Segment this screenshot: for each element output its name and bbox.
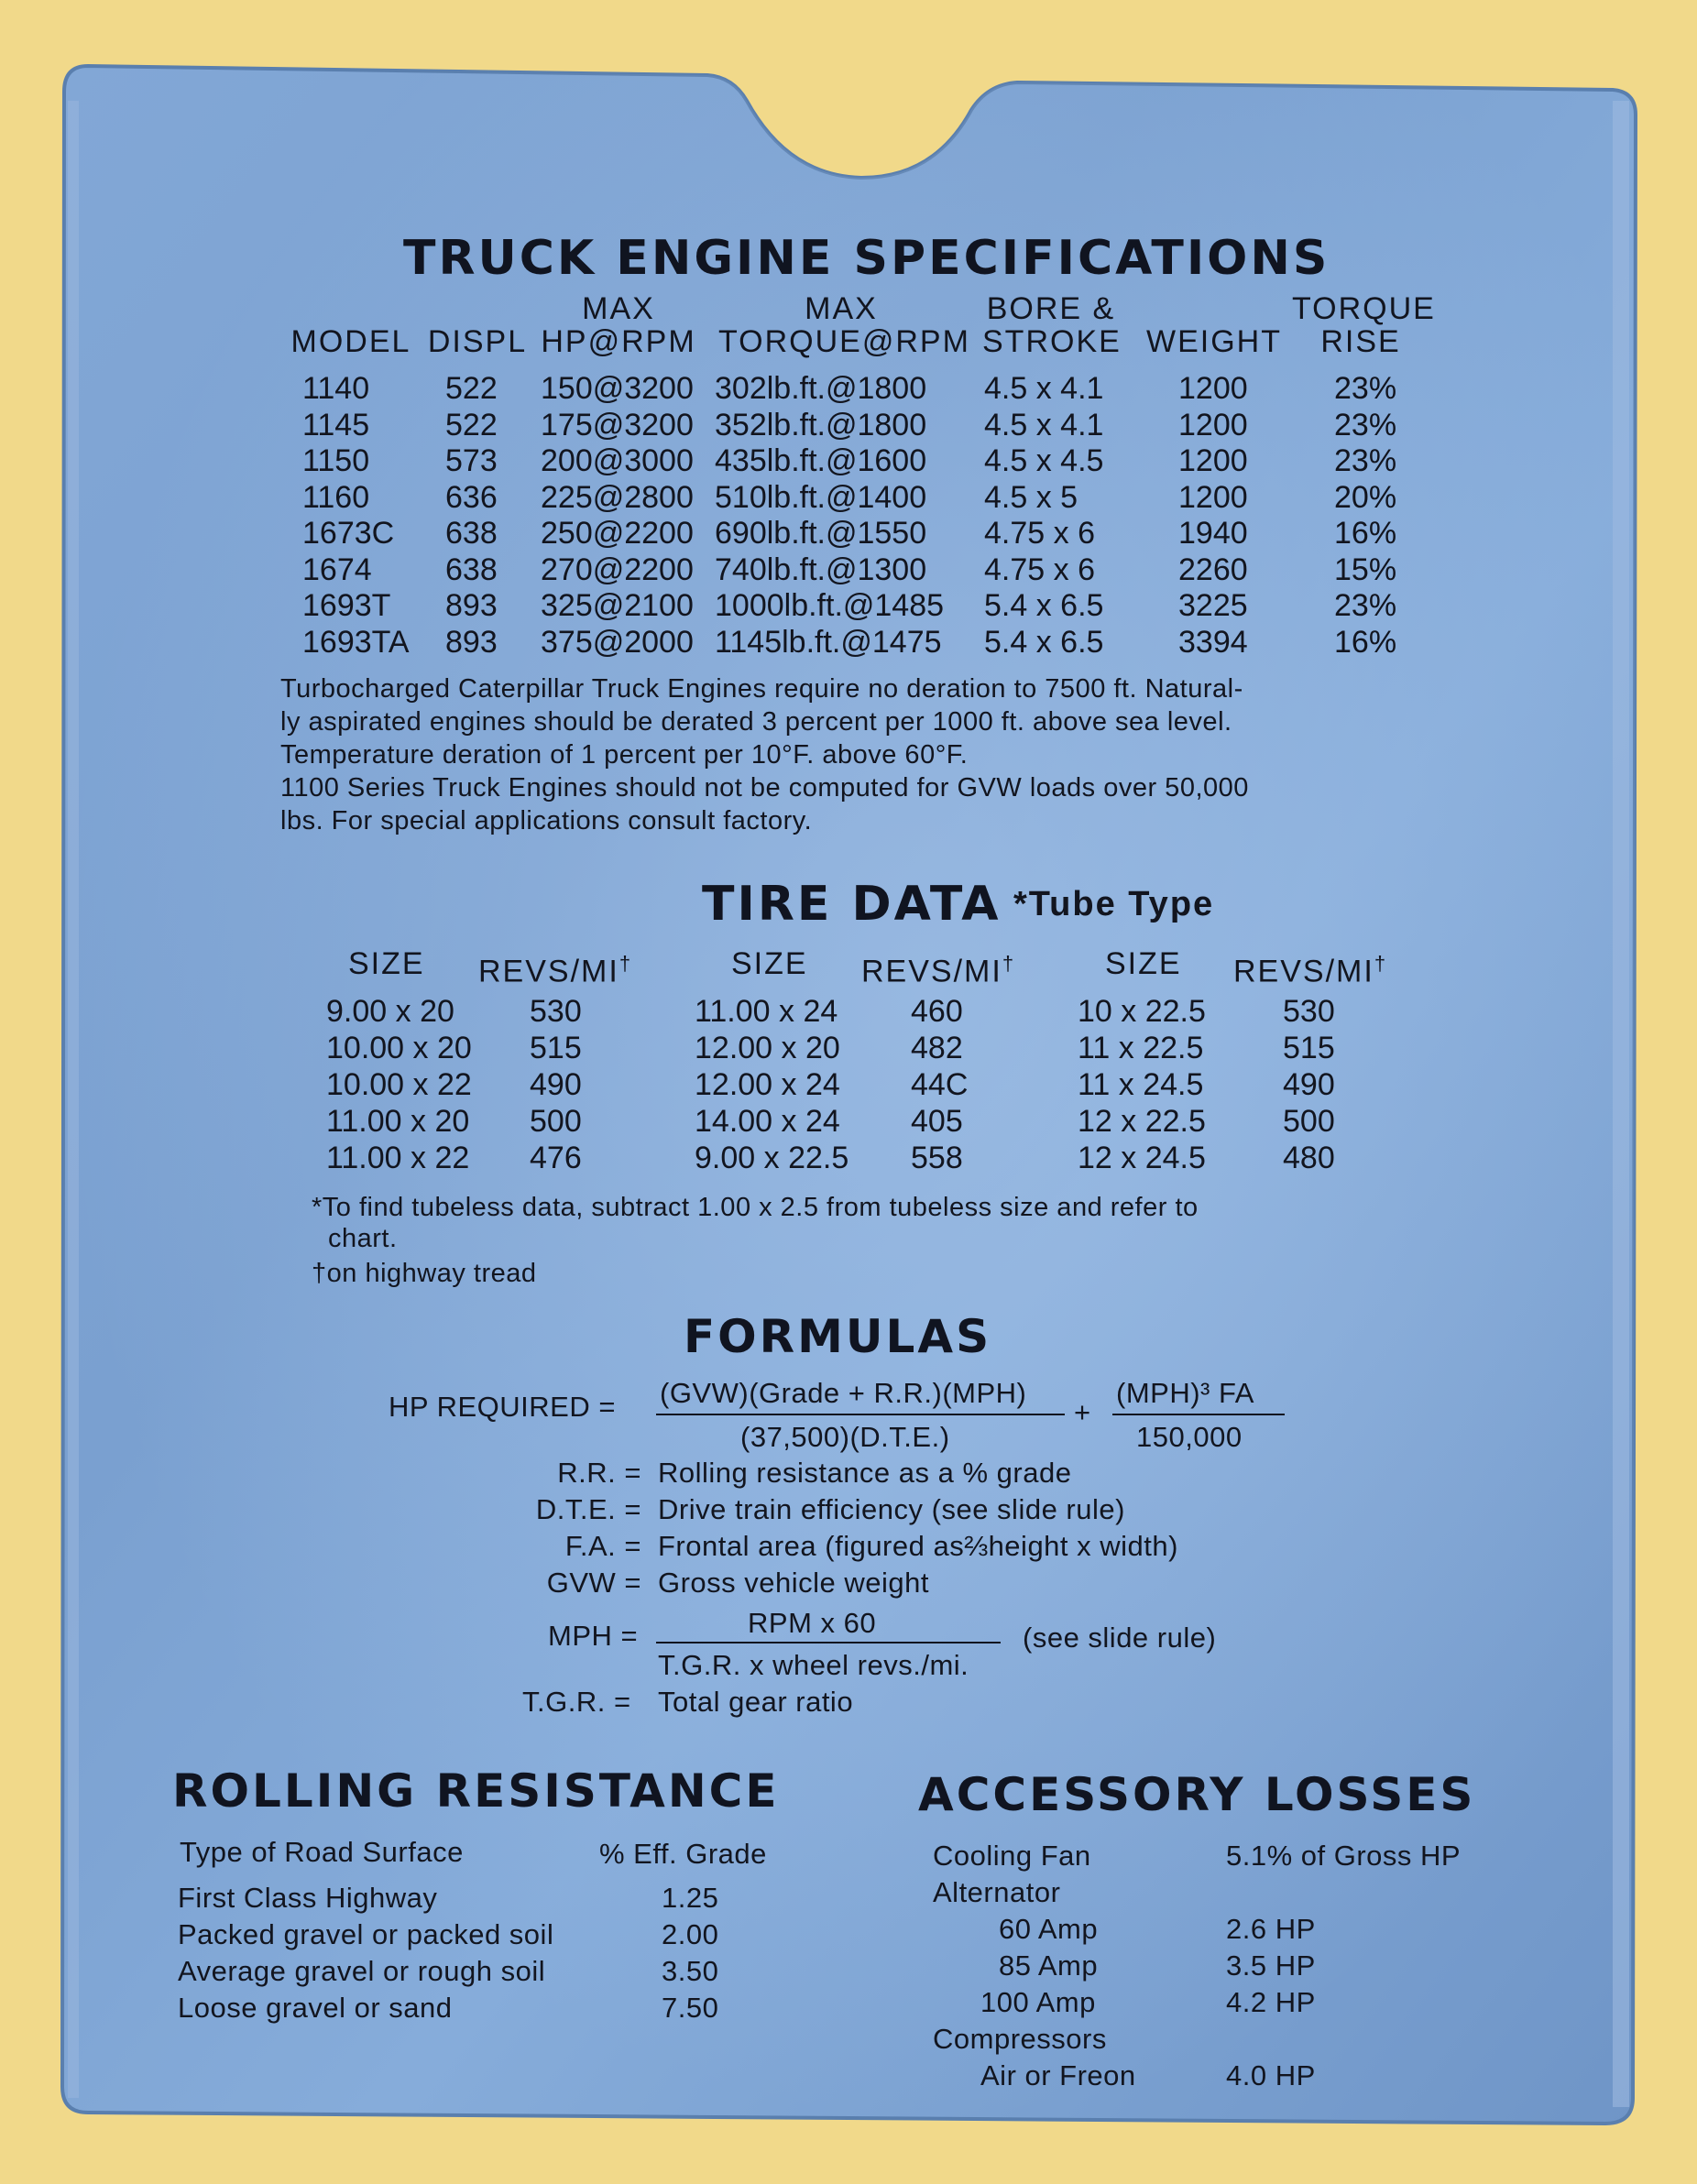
engine-cell-r0-c3: 302lb.ft.@1800 xyxy=(715,371,927,406)
engine-cell-r2-c3: 435lb.ft.@1600 xyxy=(715,443,927,478)
hp-numerator-1: (GVW)(Grade + R.R.)(MPH) xyxy=(660,1377,1027,1409)
tire-size: 10 x 22.5 xyxy=(1078,994,1206,1029)
engine-cell-r6-c5: 3225 xyxy=(1178,588,1248,623)
accessory-value: 3.5 HP xyxy=(1226,1949,1316,1982)
tire-col-revs xyxy=(861,945,1015,989)
engine-cell-r6-c4: 5.4 x 6.5 xyxy=(984,588,1104,623)
tire-title: TIRE DATA xyxy=(702,877,1002,932)
tire-revs: 44C xyxy=(911,1067,969,1102)
tire-col-size: SIZE xyxy=(731,946,808,981)
engine-header-6-top: TORQUE xyxy=(1292,291,1436,326)
plus-sign: + xyxy=(1074,1396,1091,1428)
tire-col-size: SIZE xyxy=(348,946,425,981)
mph-label: MPH = xyxy=(548,1620,639,1652)
rolling-col-grade: % Eff. Grade xyxy=(599,1838,767,1870)
tire-size: 11.00 x 22 xyxy=(326,1141,470,1175)
tgr-desc: Total gear ratio xyxy=(658,1686,854,1718)
engine-cell-r6-c0: 1693T xyxy=(302,588,391,623)
rolling-grade: 2.00 xyxy=(662,1918,719,1950)
engine-note-line: Turbocharged Caterpillar Truck Engines require no deration to 7500 ft. Natural- xyxy=(280,674,1243,704)
engine-cell-r0-c6: 23% xyxy=(1334,371,1397,406)
engine-cell-r3-c3: 510lb.ft.@1400 xyxy=(715,479,927,515)
engine-cell-r0-c2: 150@3200 xyxy=(541,371,694,406)
engine-header-4-bottom: STROKE xyxy=(982,324,1122,359)
accessory-item: 100 Amp xyxy=(980,1986,1096,2018)
engine-cell-r0-c5: 1200 xyxy=(1178,371,1248,406)
tire-note-line: *To find tubeless data, subtract 1.00 x 2.5 from tubeless size and refer to xyxy=(312,1193,1199,1222)
tgr-term: T.G.R. = xyxy=(522,1686,631,1718)
tire-note-line: chart. xyxy=(328,1224,398,1253)
tire-size: 12.00 x 24 xyxy=(695,1067,840,1102)
engine-cell-r6-c3: 1000lb.ft.@1485 xyxy=(715,588,945,623)
tire-size: 12 x 22.5 xyxy=(1078,1104,1206,1139)
tire-size: 10.00 x 20 xyxy=(326,1031,472,1065)
engine-cell-r3-c5: 1200 xyxy=(1178,479,1248,515)
mph-numerator: RPM x 60 xyxy=(748,1607,877,1639)
tire-revs: 460 xyxy=(911,994,963,1029)
dagger-mark: † xyxy=(619,952,633,975)
formula-term: R.R. = xyxy=(557,1457,641,1489)
tire-size: 12 x 24.5 xyxy=(1078,1141,1206,1175)
hp-denominator-2: 150,000 xyxy=(1136,1421,1243,1453)
formula-term: F.A. = xyxy=(564,1530,641,1562)
engine-cell-r5-c6: 15% xyxy=(1334,551,1397,587)
engine-cell-r5-c1: 638 xyxy=(445,551,498,587)
tire-col-revs-label: REVS/MI xyxy=(861,954,1002,989)
tire-revs: 405 xyxy=(911,1104,963,1139)
engine-note-line: lbs. For special applications consult factory. xyxy=(280,806,813,835)
rolling-col-surface: Type of Road Surface xyxy=(180,1836,464,1868)
engine-header-6-bottom: RISE xyxy=(1320,324,1401,359)
engine-cell-r2-c0: 1150 xyxy=(302,443,370,478)
hp-numerator-2: (MPH)³ FA xyxy=(1116,1377,1254,1409)
engine-cell-r0-c4: 4.5 x 4.1 xyxy=(984,371,1104,406)
engine-cell-r5-c3: 740lb.ft.@1300 xyxy=(715,551,927,587)
engine-cell-r6-c1: 893 xyxy=(445,588,498,623)
tire-note-line: †on highway tread xyxy=(312,1259,537,1288)
engine-cell-r6-c2: 325@2100 xyxy=(541,588,694,623)
accessory-value: 4.2 HP xyxy=(1226,1986,1316,2018)
engine-cell-r2-c6: 23% xyxy=(1334,443,1397,478)
dagger-mark: † xyxy=(1374,952,1388,975)
engine-header-5-bottom: WEIGHT xyxy=(1146,324,1282,359)
tire-size: 11 x 24.5 xyxy=(1078,1067,1204,1102)
engine-cell-r2-c5: 1200 xyxy=(1178,443,1248,478)
formula-desc: Frontal area (figured as⅔height x width) xyxy=(658,1530,1178,1562)
engine-cell-r4-c3: 690lb.ft.@1550 xyxy=(715,516,927,551)
engine-header-3-top: MAX xyxy=(805,291,878,326)
tire-revs: 482 xyxy=(911,1031,963,1065)
engine-cell-r4-c1: 638 xyxy=(445,516,498,551)
tire-revs: 515 xyxy=(1283,1031,1335,1065)
tire-size: 10.00 x 22 xyxy=(326,1067,472,1102)
accessory-value: 2.6 HP xyxy=(1226,1913,1316,1945)
tire-col-revs xyxy=(1233,945,1387,989)
engine-cell-r7-c4: 5.4 x 6.5 xyxy=(984,624,1104,660)
rolling-surface: Packed gravel or packed soil xyxy=(178,1918,554,1950)
tire-revs: 530 xyxy=(530,994,582,1029)
engine-cell-r0-c1: 522 xyxy=(445,371,498,406)
tire-revs: 490 xyxy=(530,1067,582,1102)
accessory-value: 4.0 HP xyxy=(1226,2059,1316,2091)
engine-cell-r4-c0: 1673C xyxy=(302,516,395,551)
rolling-title: ROLLING RESISTANCE xyxy=(172,1764,780,1818)
engine-cell-r1-c4: 4.5 x 4.1 xyxy=(984,407,1104,442)
tire-revs: 490 xyxy=(1283,1067,1335,1102)
engine-cell-r3-c6: 20% xyxy=(1334,479,1397,515)
tire-col-revs-label: REVS/MI xyxy=(1233,954,1374,989)
tire-revs: 500 xyxy=(1283,1104,1335,1139)
engine-cell-r1-c0: 1145 xyxy=(302,407,370,442)
engine-cell-r3-c4: 4.5 x 5 xyxy=(984,479,1078,515)
engine-cell-r1-c5: 1200 xyxy=(1178,407,1248,442)
engine-cell-r4-c2: 250@2200 xyxy=(541,516,694,551)
engine-cell-r1-c2: 175@3200 xyxy=(541,407,694,442)
engine-cell-r3-c0: 1160 xyxy=(302,479,370,515)
tire-size: 14.00 x 24 xyxy=(695,1104,840,1139)
engine-note-line: ly aspirated engines should be derated 3 percent per 1000 ft. above sea level. xyxy=(280,707,1232,737)
engine-header-2-top: MAX xyxy=(582,291,655,326)
formula-term: GVW = xyxy=(546,1567,641,1599)
engine-cell-r3-c2: 225@2800 xyxy=(541,479,694,515)
dagger-mark: † xyxy=(1002,952,1016,975)
engine-cell-r5-c5: 2260 xyxy=(1178,551,1248,587)
accessory-item: Air or Freon xyxy=(980,2059,1136,2091)
rolling-surface: First Class Highway xyxy=(178,1882,438,1914)
tire-revs: 500 xyxy=(530,1104,582,1139)
tire-subtitle: *Tube Type xyxy=(1013,885,1215,923)
formula-desc: Gross vehicle weight xyxy=(658,1567,930,1599)
rolling-surface: Loose gravel or sand xyxy=(178,1992,453,2024)
tire-size: 12.00 x 20 xyxy=(695,1031,840,1065)
engine-cell-r6-c6: 23% xyxy=(1334,588,1397,623)
tire-revs: 515 xyxy=(530,1031,582,1065)
engine-header-3-bottom: TORQUE@RPM xyxy=(718,324,970,359)
engine-header-2-bottom: HP@RPM xyxy=(541,324,696,359)
engine-cell-r2-c4: 4.5 x 4.5 xyxy=(984,443,1104,478)
engine-title: TRUCK ENGINE SPECIFICATIONS xyxy=(403,231,1330,286)
engine-cell-r5-c4: 4.75 x 6 xyxy=(984,551,1095,587)
tire-revs: 530 xyxy=(1283,994,1335,1029)
engine-header-4-top: BORE & xyxy=(986,291,1116,326)
accessory-item: Cooling Fan xyxy=(933,1840,1091,1872)
accessory-title: ACCESSORY LOSSES xyxy=(918,1768,1476,1821)
engine-cell-r7-c5: 3394 xyxy=(1178,624,1248,660)
rolling-grade: 1.25 xyxy=(662,1882,719,1914)
engine-cell-r4-c6: 16% xyxy=(1334,516,1397,551)
tire-col-revs xyxy=(478,945,632,989)
engine-note-line: Temperature deration of 1 percent per 10°F. above 60°F. xyxy=(280,740,969,770)
engine-cell-r5-c2: 270@2200 xyxy=(541,551,694,587)
tire-size: 11.00 x 24 xyxy=(695,994,838,1029)
accessory-item: Alternator xyxy=(933,1876,1061,1908)
tire-revs: 480 xyxy=(1283,1141,1335,1175)
fraction-bar-2 xyxy=(1112,1414,1285,1415)
mph-note: (see slide rule) xyxy=(1023,1622,1217,1654)
hp-denominator-1: (37,500)(D.T.E.) xyxy=(740,1421,950,1453)
tire-size: 11.00 x 20 xyxy=(326,1104,470,1139)
engine-cell-r3-c1: 636 xyxy=(445,479,498,515)
engine-cell-r7-c3: 1145lb.ft.@1475 xyxy=(715,624,942,660)
formula-desc: Drive train efficiency (see slide rule) xyxy=(658,1493,1125,1525)
fraction-bar-mph xyxy=(656,1642,1001,1643)
engine-header-1-bottom: DISPL xyxy=(427,324,528,359)
engine-cell-r2-c2: 200@3000 xyxy=(541,443,694,478)
engine-cell-r7-c2: 375@2000 xyxy=(541,624,694,660)
formula-desc: Rolling resistance as a % grade xyxy=(658,1457,1072,1489)
engine-cell-r4-c4: 4.75 x 6 xyxy=(984,516,1095,551)
engine-cell-r5-c0: 1674 xyxy=(302,551,372,587)
hp-required-label: HP REQUIRED = xyxy=(389,1391,616,1423)
engine-cell-r7-c1: 893 xyxy=(445,624,498,660)
accessory-item: 60 Amp xyxy=(999,1913,1099,1945)
tire-size: 11 x 22.5 xyxy=(1078,1031,1204,1065)
engine-cell-r1-c6: 23% xyxy=(1334,407,1397,442)
accessory-item: Compressors xyxy=(933,2023,1107,2055)
rolling-surface: Average gravel or rough soil xyxy=(178,1955,546,1987)
engine-cell-r1-c3: 352lb.ft.@1800 xyxy=(715,407,927,442)
engine-cell-r7-c0: 1693TA xyxy=(302,624,410,660)
tire-col-revs-label: REVS/MI xyxy=(478,954,619,989)
tire-revs: 476 xyxy=(530,1141,582,1175)
tire-col-size: SIZE xyxy=(1105,946,1182,981)
engine-note-line: 1100 Series Truck Engines should not be computed for GVW loads over 50,000 xyxy=(280,773,1249,803)
formula-term: D.T.E. = xyxy=(535,1493,641,1525)
engine-cell-r0-c0: 1140 xyxy=(302,371,370,406)
mph-denominator: T.G.R. x wheel revs./mi. xyxy=(658,1649,969,1681)
rolling-grade: 7.50 xyxy=(662,1992,719,2024)
rolling-grade: 3.50 xyxy=(662,1955,719,1987)
formulas-title: FORMULAS xyxy=(684,1310,992,1363)
tire-size: 9.00 x 22.5 xyxy=(695,1141,849,1175)
accessory-item: 85 Amp xyxy=(999,1949,1099,1982)
engine-header-0-bottom: MODEL xyxy=(290,324,411,359)
engine-cell-r1-c1: 522 xyxy=(445,407,498,442)
tire-size: 9.00 x 20 xyxy=(326,994,454,1029)
tire-revs: 558 xyxy=(911,1141,963,1175)
engine-cell-r2-c1: 573 xyxy=(445,443,498,478)
engine-cell-r4-c5: 1940 xyxy=(1178,516,1248,551)
accessory-value: 5.1% of Gross HP xyxy=(1226,1840,1462,1872)
fraction-bar-1 xyxy=(656,1414,1065,1415)
engine-cell-r7-c6: 16% xyxy=(1334,624,1397,660)
